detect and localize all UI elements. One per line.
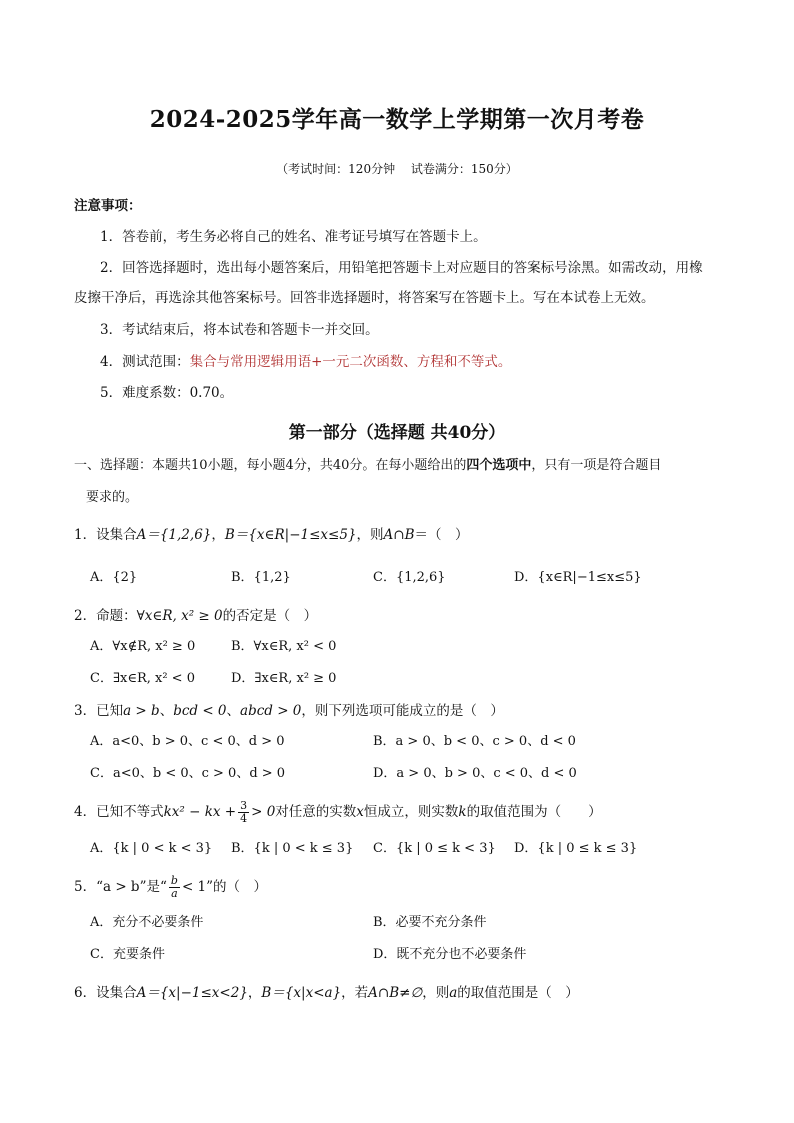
note-2-line-2: 皮擦干净后，再选涂其他答案标号。回答非选择题时，将答案写在答题卡上。写在本试卷上无效。 (74, 290, 655, 306)
q3-option-d[interactable]: D．a > 0、b > 0、c < 0、d < 0 (373, 766, 577, 781)
q4-frac-den: 4 (240, 812, 248, 825)
question-3 (74, 700, 504, 722)
exam-time: （考试时间：120分钟 (276, 162, 396, 176)
q2-expr: ∀x∈R, x² ≥ 0 (136, 608, 223, 624)
q6-stem-b: ，若 (341, 985, 369, 1001)
q5-stem-a: 5．“a > b”是“ (74, 879, 167, 895)
question-2 (74, 605, 317, 627)
q5-fraction (169, 875, 180, 900)
section-intro-line-1 (74, 455, 661, 477)
question-1 (74, 524, 469, 546)
q1-option-b[interactable]: B．{1,2} (231, 570, 291, 585)
q4-stem-a: 4．已知不等式 (74, 804, 164, 820)
full-score: 试卷满分：150分） (410, 162, 518, 176)
q3-cond-1: a > b (123, 703, 160, 719)
q2-stem-b: 的否定是（ ） (222, 608, 318, 624)
q6-stem-a: 6．设集合 (74, 985, 137, 1001)
q2-stem-a: 2．命题： (74, 608, 137, 624)
q1-stem-b: ，则 (356, 527, 384, 543)
q6-expr: A∩B≠∅ (368, 985, 423, 1001)
note-4 (100, 351, 511, 373)
q3-cond-3: abcd > 0 (240, 703, 302, 719)
exam-info (0, 160, 794, 177)
q3-cond-2: bcd < 0 (173, 703, 227, 719)
section-title: 第一部分（选择题 共40分） (288, 423, 506, 443)
note-1: 1．答卷前，考生务必将自己的姓名、准考证号填写在答题卡上。 (100, 229, 487, 245)
q5-frac-den: a (171, 887, 178, 900)
q2-option-b[interactable]: B．∀x∈R, x² < 0 (231, 639, 337, 654)
q4-var-k: k (458, 804, 467, 820)
q4-stem-c: 恒成立，则实数 (363, 804, 459, 820)
q6-stem-d: 的取值范围是（ ） (457, 985, 579, 1001)
q1-option-a[interactable]: A．{2} (90, 570, 138, 585)
q6-set-b: B＝{x|x<a} (261, 985, 342, 1001)
q1-sep: ， (211, 527, 225, 543)
q3-sep-2: 、 (226, 703, 241, 719)
section-intro-line-2: 要求的。 (86, 490, 139, 505)
q6-var-a: a (449, 985, 458, 1001)
q4-expr-b: > 0 (251, 804, 276, 820)
q1-option-c[interactable]: C．{1,2,6} (373, 570, 446, 585)
q5-stem-b: < 1”的（ ） (181, 879, 268, 895)
q5-option-a[interactable]: A．充分不必要条件 (90, 915, 204, 930)
q1-option-d[interactable]: D．{x∈R|−1≤x≤5} (514, 570, 642, 585)
question-4 (74, 800, 602, 825)
q5-option-b[interactable]: B．必要不充分条件 (373, 915, 487, 930)
q3-sep-1: 、 (159, 703, 174, 719)
q4-stem-d: 的取值范围为（ ） (466, 804, 602, 820)
q3-stem-a: 3．已知 (74, 703, 124, 719)
q1-stem-c: ＝（ ） (414, 527, 469, 543)
q1-set-b: B＝{x∈R|−1≤x≤5} (224, 527, 357, 543)
note-4-prefix: 4．测试范围： (100, 354, 190, 370)
q5-option-d[interactable]: D．既不充分也不必要条件 (373, 947, 527, 962)
q1-expr: A∩B (383, 527, 415, 543)
notes-heading: 注意事项： (74, 198, 142, 214)
q6-set-a: A＝{x|−1≤x<2} (136, 985, 248, 1001)
q5-option-c[interactable]: C．充要条件 (90, 947, 165, 962)
q1-set-a: A＝{1,2,6} (136, 527, 212, 543)
q2-option-c[interactable]: C．∃x∈R, x² < 0 (90, 671, 195, 686)
section-intro-bold: 四个选项中 (466, 458, 532, 473)
q4-option-b[interactable]: B．{k | 0 < k ≤ 3} (231, 841, 354, 856)
exam-title: 2024-2025学年高一数学上学期第一次月考卷 (149, 106, 645, 133)
question-6 (74, 982, 579, 1004)
q6-sep: ， (247, 985, 262, 1001)
q4-frac-num: 3 (240, 799, 248, 812)
q1-stem-a: 1．设集合 (74, 527, 137, 543)
q4-option-a[interactable]: A．{k | 0 < k < 3} (90, 841, 213, 856)
q4-option-c[interactable]: C．{k | 0 ≤ k < 3} (373, 841, 496, 856)
q3-option-c[interactable]: C．a<0、b < 0、c > 0、d > 0 (90, 766, 286, 781)
q3-option-a[interactable]: A．a<0、b > 0、c < 0、d > 0 (90, 734, 285, 749)
note-4-scope: 集合与常用逻辑用语+一元二次函数、方程和不等式。 (189, 354, 512, 370)
q3-stem-b: ，则下列选项可能成立的是（ ） (301, 703, 504, 719)
note-3: 3．考试结束后，将本试卷和答题卡一并交回。 (100, 322, 379, 338)
q2-option-a[interactable]: A．∀x∉R, x² ≥ 0 (90, 639, 196, 654)
section-intro-prefix: 一、选择题：本题共10小题，每小题4分，共40分。在每小题给出的 (74, 458, 467, 473)
q4-option-d[interactable]: D．{k | 0 ≤ k ≤ 3} (514, 841, 638, 856)
q4-fraction (238, 800, 249, 825)
q4-var-x: x (356, 804, 364, 820)
q6-stem-c: ，则 (422, 985, 450, 1001)
note-2-line-1: 2．回答选择题时，选出每小题答案后，用铅笔把答题卡上对应题目的答案标号涂黑。如需改动，用橡 (100, 260, 703, 276)
section-intro-suffix: ，只有一项是符合题目 (531, 458, 662, 473)
q2-option-d[interactable]: D．∃x∈R, x² ≥ 0 (231, 671, 337, 686)
q4-expr-a: kx² − kx + (163, 804, 237, 820)
q3-option-b[interactable]: B．a > 0、b < 0、c > 0、d < 0 (373, 734, 576, 749)
question-5 (74, 875, 267, 900)
q4-stem-b: 对任意的实数 (275, 804, 357, 820)
note-5: 5．难度系数：0.70。 (100, 385, 234, 401)
q5-frac-num: b (170, 874, 178, 887)
